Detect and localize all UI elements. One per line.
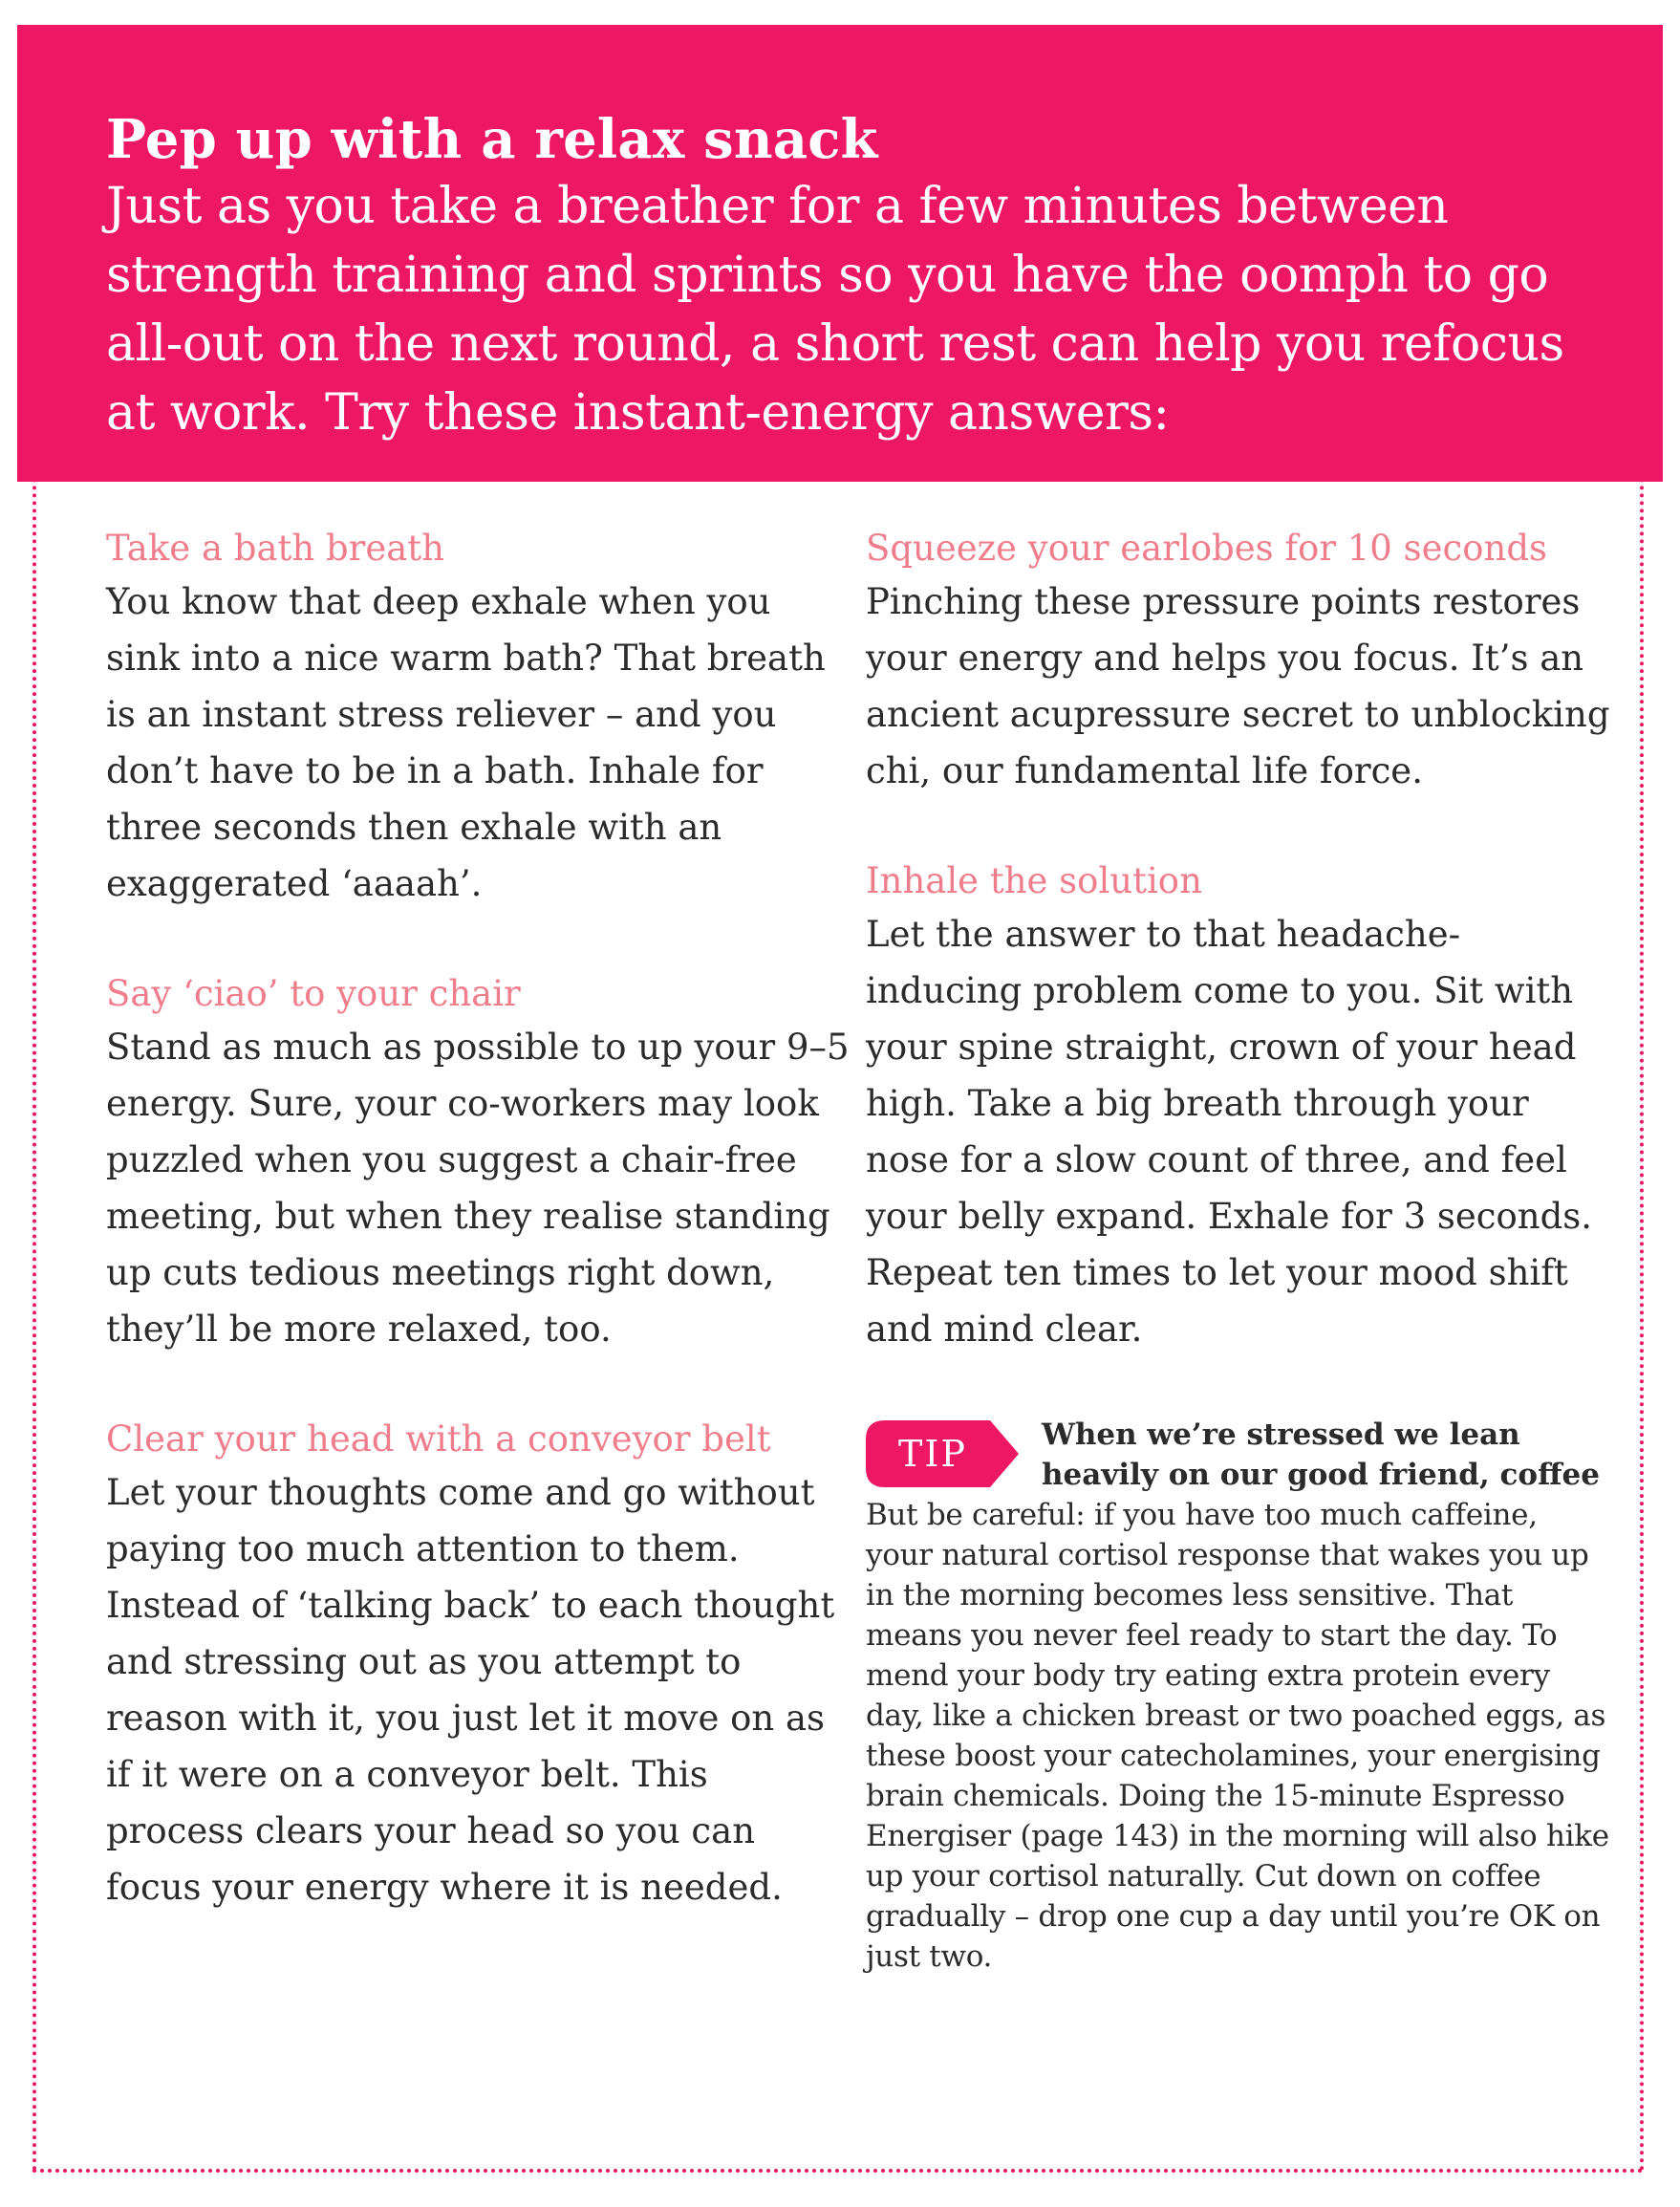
section-title: Clear your head with a conveyor belt	[106, 1418, 771, 1460]
section-title: Take a bath breath	[106, 528, 444, 569]
section-inhale-solution	[866, 856, 1611, 1357]
section-earlobes	[866, 524, 1611, 799]
page-title: Pep up with a relax snack	[106, 108, 878, 171]
section-body: You know that deep exhale when you sink into a nice warm bath? That breath is an instant stress reliever – and you don’t have to be in a bath. Inhale for three seconds then exhale with an exaggerated ‘aaaah’.	[106, 581, 826, 904]
header-banner	[17, 25, 1663, 482]
section-bath-breath	[106, 524, 851, 912]
section-conveyor-belt	[106, 1415, 851, 1915]
section-body: Let your thoughts come and go without paying too much attention to them. Instead of ‘talking back’ to each thought and stressing out as you attempt to reason with it, you just let it move on as if it were on a conveyor belt. This process clears your head so you can focus your energy where it is needed.	[106, 1472, 835, 1908]
section-title: Say ‘ciao’ to your chair	[106, 973, 521, 1014]
tip-box	[866, 1415, 1611, 1977]
section-body: Let the answer to that headache-inducing problem come to you. Sit with your spine straight, crown of your head high. Take a big breath through your nose for a slow count of three, and feel your belly expand. Exhale for 3 seconds. Repeat ten times to let your mood shift and mind clear.	[866, 914, 1593, 1350]
left-column	[106, 524, 851, 1973]
tip-title: When we’re stressed we lean heavily on our good friend, coffee	[1042, 1417, 1600, 1492]
tip-badge	[866, 1420, 1019, 1487]
section-ciao-chair	[106, 969, 851, 1357]
right-column	[866, 524, 1611, 1977]
section-title: Squeeze your earlobes for 10 seconds	[866, 528, 1547, 569]
section-body: Pinching these pressure points restores your energy and helps you focus. It’s an ancient acupressure secret to unblocking chi, our fundamental life force.	[866, 581, 1610, 791]
intro-text: Just as you take a breather for a few minutes between strength training and sprints so you have the oomph to go all-out on the next round, a short rest can help you refocus at work. Try these instant-energy answers:	[106, 178, 1564, 442]
tip-badge-label: TIP	[898, 1433, 967, 1475]
section-body: Stand as much as possible to up your 9–5 energy. Sure, your co-workers may look puzzled when you suggest a chair-free meeting, but when they realise standing up cuts tedious meetings right down, they’ll be more relaxed, too.	[106, 1027, 850, 1350]
section-title: Inhale the solution	[866, 860, 1202, 901]
tip-body: But be careful: if you have too much caffeine, your natural cortisol response that wakes you up in the morning becomes less sensitive. That means you never feel ready to start the day. To mend your body try eating extra protein every day, like a chicken breast or two poached eggs, as these boost your catecholamines, your energising brain chemicals. Doing the 15-minute Espresso Energiser (page 143) in the morning will also hike up your cortisol naturally. Cut down on coffee gradually – drop one cup a day until you’re OK on just two.	[866, 1498, 1609, 1974]
